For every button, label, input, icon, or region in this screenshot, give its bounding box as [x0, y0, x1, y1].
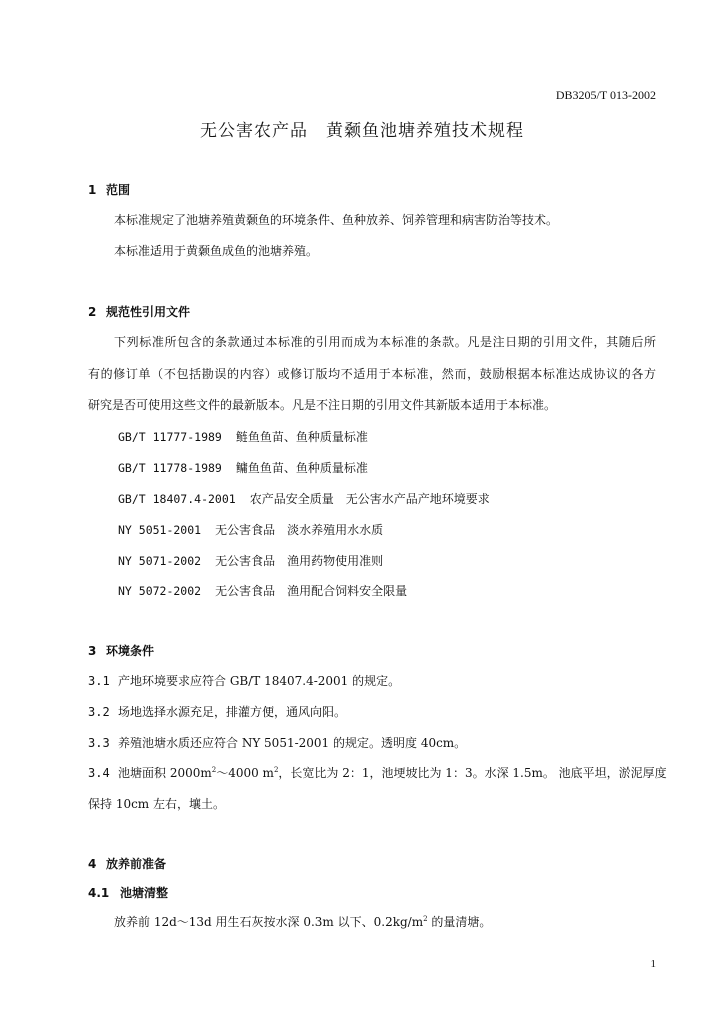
section-4-heading: [88, 855, 166, 872]
section-2-heading: [88, 303, 190, 320]
section-title: 范围: [106, 183, 131, 197]
page-number: 1: [650, 958, 656, 970]
clause-3-1: [88, 672, 400, 689]
clause-text: 养殖池塘水质还应符合 NY 5051-2001 的规定。透明度 40cm。: [118, 736, 467, 750]
paragraph: 本标准适用于黄颡鱼成鱼的池塘养殖。: [114, 244, 319, 258]
section-title: 放养前准备: [106, 857, 167, 871]
section-number: 1: [88, 183, 97, 197]
section-number: 3: [88, 644, 97, 658]
reference-name: 无公害食品 淡水养殖用水水质: [215, 523, 384, 537]
reference-item: [118, 459, 368, 476]
section-1-heading: [88, 181, 130, 198]
reference-item: [118, 521, 383, 538]
reference-item: [118, 490, 490, 507]
reference-item: [118, 582, 407, 599]
paragraph-line: 有的修订单（不包括勘误的内容）或修订版均不适用于本标准，然而，鼓励根据本标准达成协议的各方: [88, 367, 656, 381]
subsection-title: 池塘清整: [120, 886, 169, 900]
reference-name: 无公害食品 渔用配合饲料安全限量: [215, 584, 408, 598]
reference-code: GB/T 18407.4-2001: [118, 492, 236, 506]
paragraph: [114, 913, 491, 930]
reference-code: GB/T 11777-1989: [118, 430, 222, 444]
section-number: 2: [88, 305, 97, 319]
clause-continuation: 保持 10cm 左右，壤土。: [88, 797, 225, 811]
reference-name: 鲢鱼鱼苗、鱼种质量标准: [235, 430, 368, 444]
section-title: 环境条件: [106, 644, 155, 658]
clause-text-c: ，长宽比为 2：1，池埂坡比为 1：3。水深 1.5m。 池底平坦，淤泥厚度: [278, 766, 667, 780]
superscript: 2: [273, 766, 279, 774]
reference-name: 农产品安全质量 无公害水产品产地环境要求: [249, 492, 490, 506]
section-3-heading: [88, 642, 154, 659]
superscript: 2: [423, 915, 428, 923]
document-title: 无公害农产品 黄颡鱼池塘养殖技术规程: [200, 121, 524, 141]
paragraph-text-b: 的量清塘。: [427, 915, 492, 929]
clause-text-a: 池塘面积 2000m: [118, 766, 212, 780]
clause-3-3: [88, 734, 466, 751]
paragraph-line: 研究是否可使用这些文件的最新版本。凡是不注日期的引用文件其新版本适用于本标准。: [88, 398, 557, 412]
superscript: 2: [211, 766, 217, 774]
section-number: 4: [88, 857, 97, 871]
clause-text: 产地环境要求应符合 GB/T 18407.4-2001 的规定。: [118, 674, 401, 688]
clause-3-2: [88, 703, 346, 720]
subsection-4-1-heading: [88, 884, 168, 901]
reference-name: 鳙鱼鱼苗、鱼种质量标准: [235, 461, 368, 475]
clause-number: 3.3: [88, 736, 110, 750]
clause-number: 3.4: [88, 766, 110, 780]
reference-code: NY 5072-2002: [118, 584, 202, 598]
clause-number: 3.1: [88, 674, 110, 688]
clause-text: 场地选择水源充足，排灌方便，通风向阳。: [118, 705, 347, 719]
paragraph-text-a: 放养前 12d～13d 用生石灰按水深 0.3m 以下、0.2kg/m: [114, 915, 424, 929]
reference-code: GB/T 11778-1989: [118, 461, 222, 475]
subsection-number: 4.1: [88, 886, 110, 900]
clause-number: 3.2: [88, 705, 110, 719]
reference-code: NY 5051-2001: [118, 523, 202, 537]
reference-name: 无公害食品 渔用药物使用准则: [215, 554, 384, 568]
section-title: 规范性引用文件: [106, 305, 191, 319]
reference-item: [118, 428, 368, 445]
reference-item: [118, 552, 383, 569]
paragraph: 本标准规定了池塘养殖黄颡鱼的环境条件、鱼种放养、饲养管理和病害防治等技术。: [114, 213, 559, 227]
clause-3-4: [88, 764, 667, 781]
clause-text-b: ～4000 m: [216, 766, 274, 780]
paragraph-line: 下列标准所包含的条款通过本标准的引用而成为本标准的条款。凡是注日期的引用文件，其随后所: [114, 335, 656, 349]
document-id: DB3205/T 013-2002: [555, 88, 656, 102]
reference-code: NY 5071-2002: [118, 554, 202, 568]
